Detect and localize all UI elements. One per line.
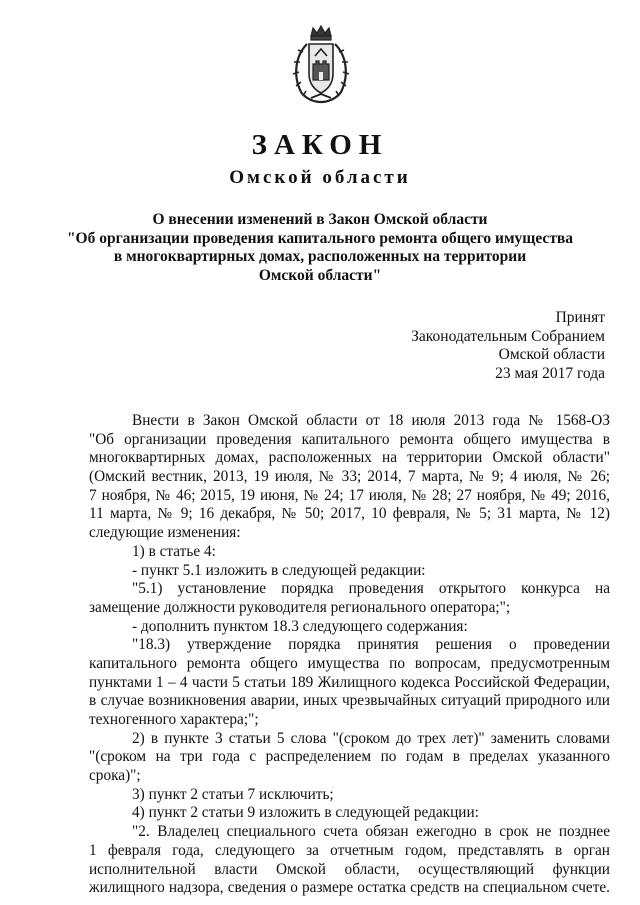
body-line: следующие изменения: [89,524,241,542]
body-line: срока)"; [89,767,141,785]
law-heading [60,211,580,285]
body-line: техногенного характера;"; [89,711,259,728]
body-line: "18.3) утверждение порядка принятия решения о проведении [132,636,610,654]
body-line: пунктами 1 – 4 части 5 статьи 189 Жилищного кодекса Российской Федерации, [89,673,610,691]
body-line: 1 февраля года, следующего за отчетным годом, представлять в орган [89,841,610,859]
body-line: 7 ноября, № 46; 2015, 19 июня, № 24; 17 июля, № 28; 27 ноября, № 49; 2016, [89,486,610,504]
body-line: "5.1) установление порядка проведения открытого конкурса на [132,580,610,598]
body-line: 2) в пункте 3 статьи 5 слова "(сроком до трех лет)" заменить словами [132,729,610,747]
law-body [89,412,610,898]
body-line: 4) пункт 2 статьи 9 изложить в следующей редакции: [132,804,479,822]
heading-line: "Об организации проведения капитального ремонта общего имущества [66,229,574,247]
body-line: капитального ремонта общего имущества по вопросам, предусмотренным [89,654,610,672]
body-line: "(сроком на три года с распределением по годам в пределах указанного [89,748,610,766]
heading-line: О внесении изменений в Закон Омской области [152,211,488,228]
body-line: "Об организации проведения капитального ремонта общего имущества в [89,430,610,448]
body-line: 11 марта, № 9; 16 декабря, № 50; 2017, 10 февраля, № 5; 31 марта, № 12) [89,505,610,523]
body-line: (Омский вестник, 2013, 19 июля, № 33; 2014, 7 марта, № 9; 4 июля, № 26; [89,468,610,486]
body-line: исполнительной власти Омской области, осуществляющий функции [89,860,610,878]
coat-of-arms-emblem [289,22,353,106]
body-line: 3) пункт 2 статьи 7 исключить; [132,785,334,803]
body-line: в случае возникновения аварии, иных чрезвычайных ситуаций природного или [89,692,610,710]
document-title: ЗАКОН [251,129,389,161]
body-line: 1) в статье 4: [132,542,216,560]
body-line: жилищного надзора, сведения о размере остатка средств на специальном счете. [89,879,610,897]
adoption-line: Законодательным Собранием [411,327,605,345]
body-line: - дополнить пунктом 18.3 следующего содержания: [132,617,468,635]
adoption-block [411,309,605,383]
adoption-date: 23 мая 2017 года [495,364,605,382]
heading-line: в многоквартирных домах, расположенных на территории [113,248,527,265]
heading-line: Омской области" [258,266,382,284]
adoption-line: Принят [555,309,605,326]
body-line: Внести в Закон Омской области от 18 июля 2013 года № 1568-ОЗ [132,412,610,429]
adoption-line: Омской области [498,346,605,363]
body-line: - пункт 5.1 изложить в следующей редакции: [132,561,426,579]
document-subtitle: Омской области [229,167,411,188]
body-line: замещение должности руководителя регионального оператора;"; [89,598,511,616]
body-line: многоквартирных домах, расположенных на территории Омской области" [89,449,610,467]
body-line: "2. Владелец специального счета обязан ежегодно в срок не позднее [132,823,610,841]
